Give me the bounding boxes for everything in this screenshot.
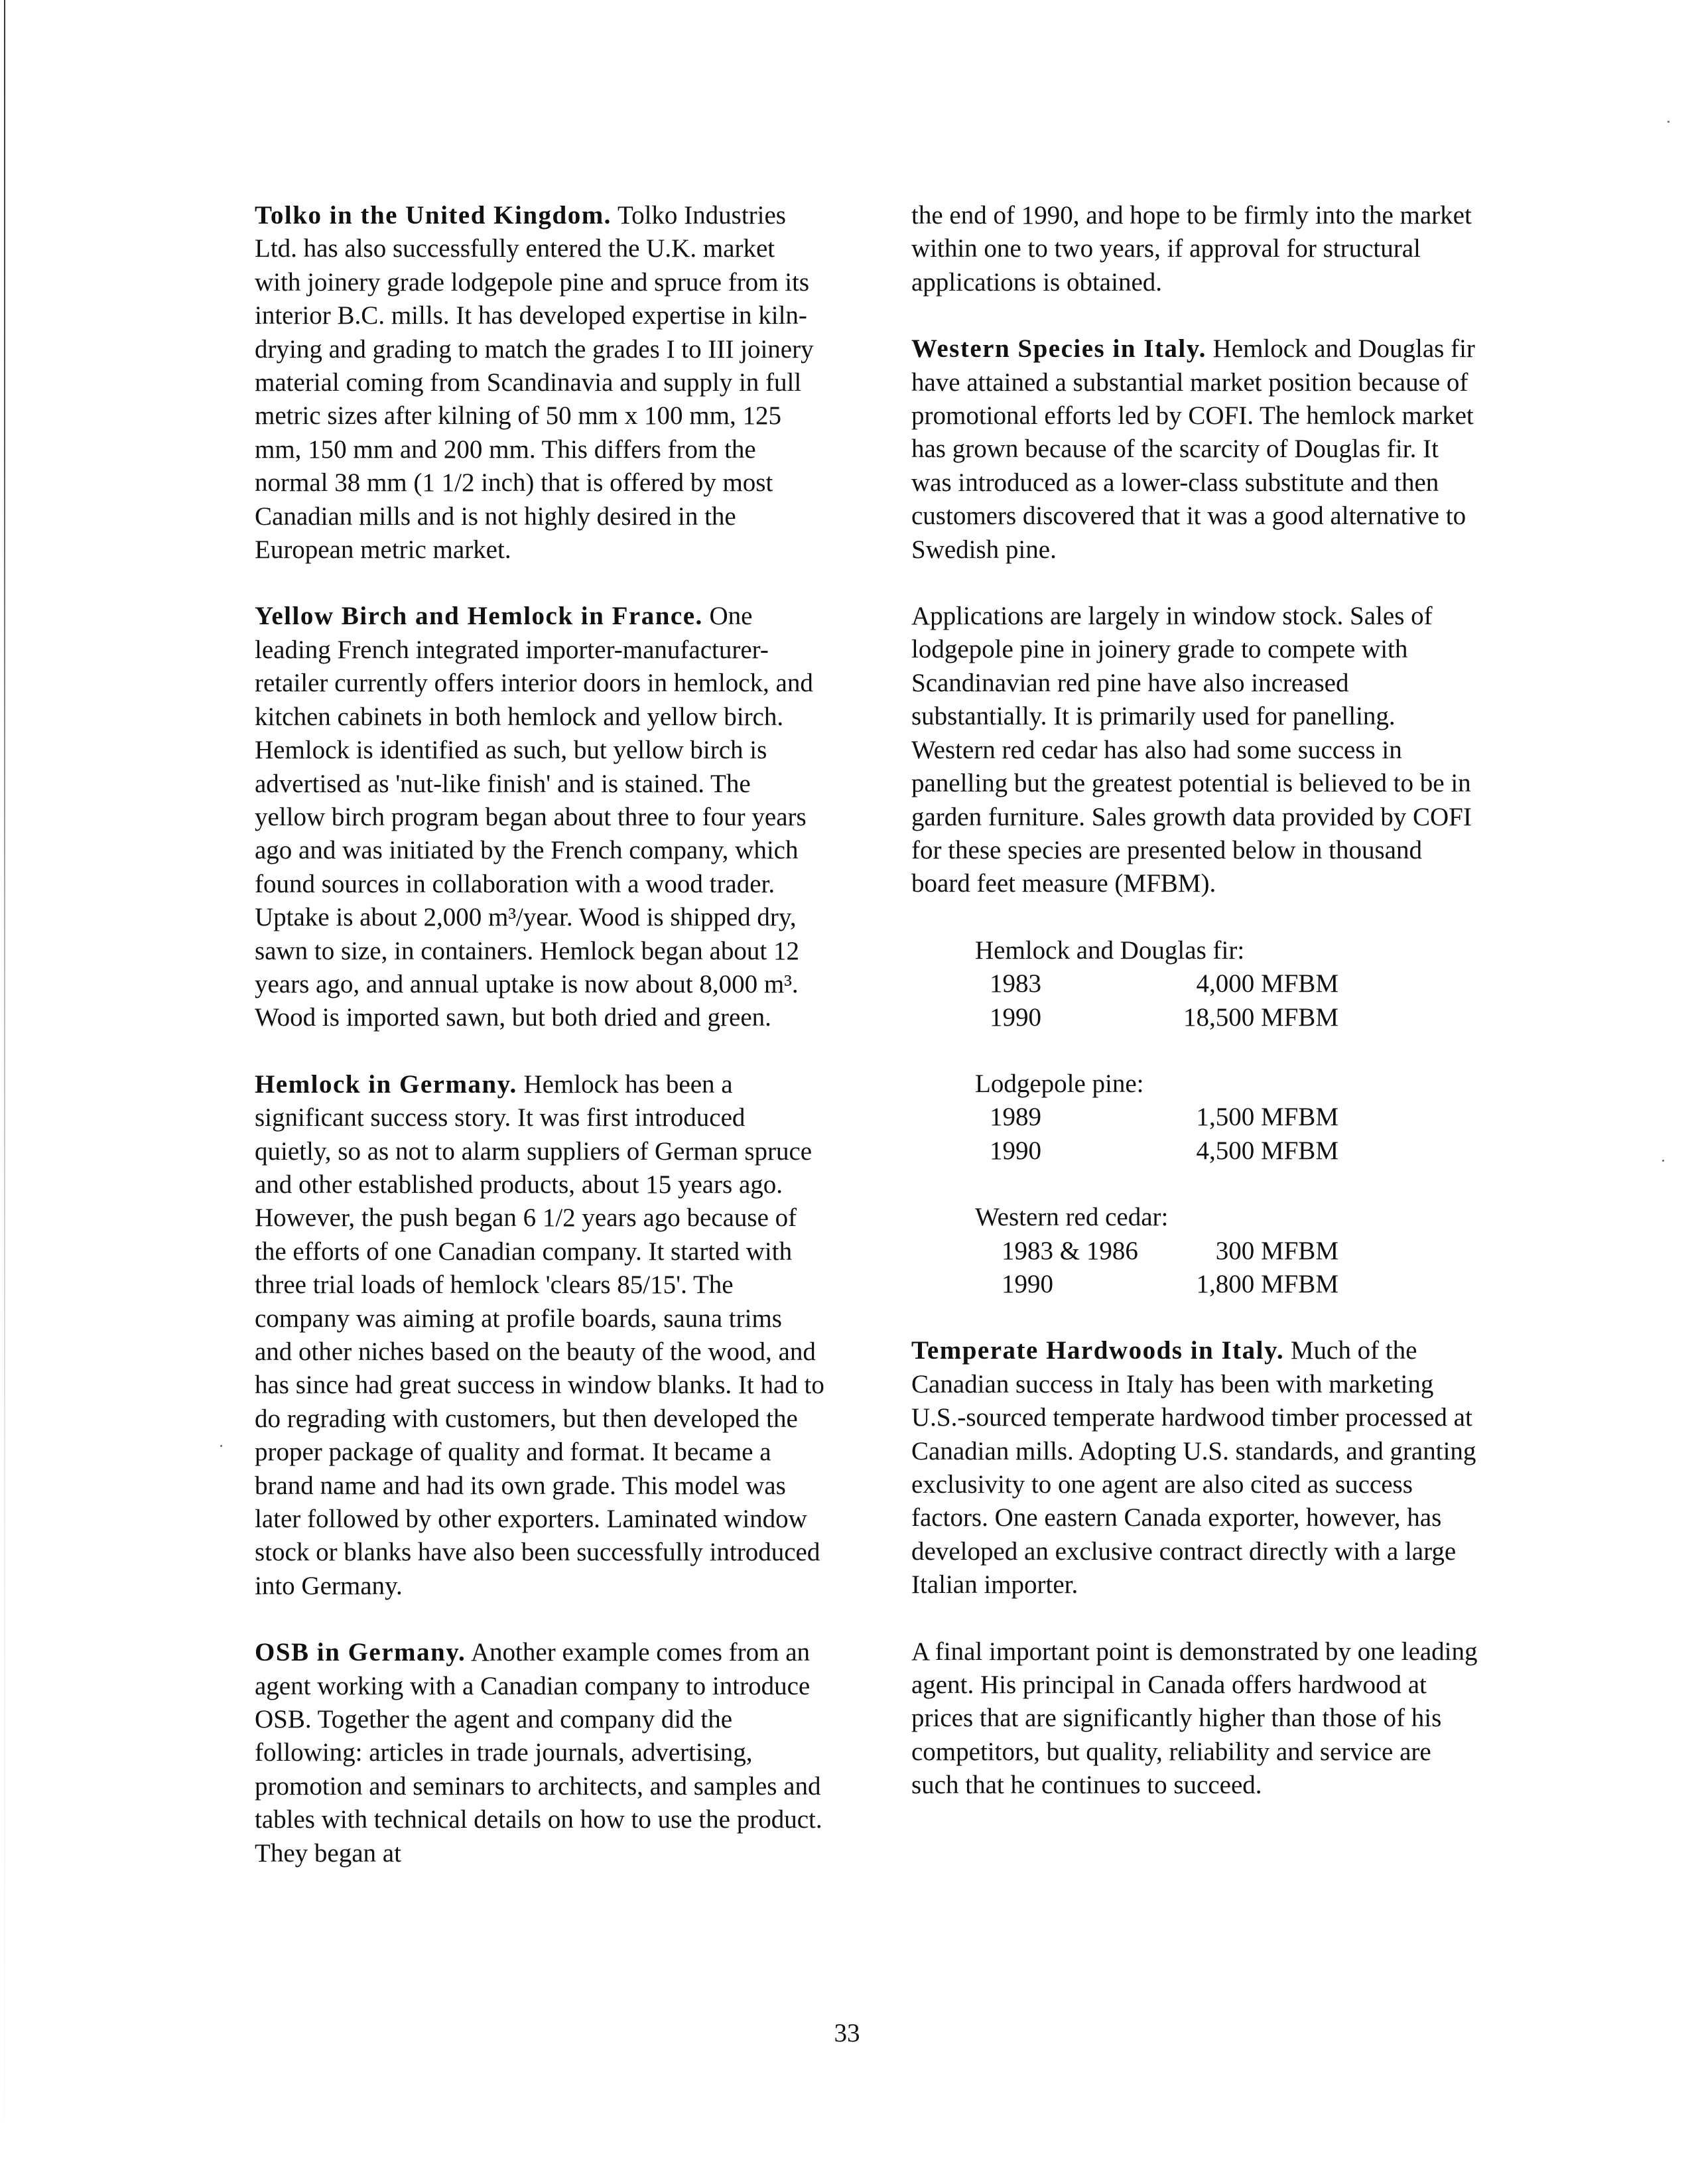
sales-year: 1983 & 1986 (1002, 1236, 1138, 1265)
section-heading: Tolko in the United Kingdom. (255, 201, 612, 230)
sales-year: 1983 (990, 969, 1041, 998)
sales-group-label: Lodgepole pine: (975, 1069, 1144, 1098)
sales-group-lodgepole-pine (975, 1067, 1482, 1168)
sales-group-western-red-cedar (975, 1201, 1482, 1301)
section-body: Another example comes from an agent working with a Canadian company to introduce OSB. Together the agent and company did the following: articles in trade journals, advertising, promotion and seminars to architects, and samples and tables with technical details on how to use the product. They began at (255, 1638, 822, 1868)
applications-paragraph: Applications are largely in window stock. Sales of lodgepole pine in joinery grade to compete with Scandinavian red pine have also increased substantially. It is primarily used for panelling. Western red cedar has also had some success in panelling but the greatest potential is believed to be in garden furniture. Sales growth data provided by COFI for these species are presented below in thousand board feet measure (MFBM). (911, 602, 1472, 898)
scan-edge-line (4, 0, 5, 2184)
sales-value: 1,500 MFBM (1196, 1103, 1338, 1132)
final-point-paragraph: A final important point is demonstrated by one leading agent. His principal in Canada offers hardwood at prices that are significantly higher than those of his competitors, but quality, reliability and service are such that he continues to succeed. (911, 1637, 1478, 1800)
sales-value: 18,500 MFBM (1183, 1002, 1338, 1032)
section-body: Hemlock and Douglas fir have attained a substantial market position because of promotional efforts led by COFI. The hemlock market has grown because of the scarcity of Douglas fir. It was introduced as a lower-class substitute and then customers discovered that it was a good alternative to Swedish pine. (911, 334, 1475, 564)
section-heading: Yellow Birch and Hemlock in France. (255, 602, 703, 631)
continuation-paragraph: the end of 1990, and hope to be firmly into the market within one to two years, if approval for structural applications is obtained. (911, 201, 1472, 297)
sales-year: 1989 (990, 1103, 1041, 1132)
sales-group-hemlock-douglas-fir (975, 934, 1482, 1034)
section-body: Hemlock has been a significant success story. It was first introduced quietly, so as not to alarm suppliers of German spruce and other established products, about 15 years ago. However, the push began 6 1/2 years ago because of the efforts of one Canadian company. It started with three trial loads of hemlock 'clears 85/15'. The company was aiming at profile boards, sauna trims and other niches based on the beauty of the wood, and has since had great success in window blanks. It had to do regrading with customers, but then developed the proper package of quality and format. It became a brand name and had its own grade. This model was later followed by other exporters. Laminated window stock or blanks have also been successfully introduced into Germany. (255, 1069, 824, 1600)
section-western-species-italy (911, 332, 1482, 567)
section-body: One leading French integrated importer-manufacturer-retailer currently offers interior doors in hemlock, and kitchen cabinets in both hemlock and yellow birch. Hemlock is identified as such, but yellow birch is advertised as 'nut-like finish' and is stained. The yellow birch program began about three to four years ago and was initiated by the French company, which found sources in collaboration with a wood trader. Uptake is about 2,000 m³/year. Wood is shipped dry, sawn to size, in containers. Hemlock began about 12 years ago, and annual uptake is now about 8,000 m³. Wood is imported sawn, but both dried and green. (255, 602, 813, 1032)
section-hemlock-germany (255, 1068, 825, 1604)
sales-value: 1,800 MFBM (1196, 1269, 1338, 1298)
right-column (911, 199, 1482, 1836)
sales-group-label: Western red cedar: (975, 1203, 1169, 1232)
sales-growth-data (975, 934, 1482, 1302)
section-tolko-uk (255, 199, 825, 567)
sales-row (975, 1268, 1482, 1301)
scan-speck (220, 1445, 222, 1447)
section-yellow-birch-france (255, 600, 825, 1034)
section-body: Tolko Industries Ltd. has also successfully entered the U.K. market with joinery grade lodgepole pine and spruce from its interior B.C. mills. It has developed expertise in kiln-drying and grading to match the grades I to III joinery material coming from Scandinavia and supply in full metric sizes after kilning of 50 mm x 100 mm, 125 mm, 150 mm and 200 mm. This differs from the normal 38 mm (1 1/2 inch) that is offered by most Canadian mills and is not highly desired in the European metric market. (255, 201, 814, 565)
page-number: 33 (834, 2019, 860, 2047)
section-heading: Temperate Hardwoods in Italy. (911, 1336, 1285, 1365)
sales-value: 4,500 MFBM (1196, 1136, 1338, 1165)
section-temperate-hardwoods-italy (911, 1334, 1482, 1602)
sales-year: 1990 (1002, 1269, 1053, 1298)
sales-row (975, 967, 1482, 1000)
left-column (255, 199, 825, 1903)
scan-speck (1667, 121, 1669, 123)
section-heading: Western Species in Italy. (911, 334, 1206, 364)
sales-row (975, 1001, 1482, 1034)
sales-value: 300 MFBM (1215, 1236, 1338, 1265)
section-heading: OSB in Germany. (255, 1638, 466, 1667)
sales-year: 1990 (990, 1136, 1041, 1165)
scan-speck (1662, 1160, 1664, 1162)
sales-row (975, 1235, 1482, 1268)
sales-value: 4,000 MFBM (1196, 969, 1338, 998)
sales-year: 1990 (990, 1002, 1041, 1032)
sales-group-label: Hemlock and Douglas fir: (975, 935, 1245, 965)
section-osb-germany (255, 1636, 825, 1870)
section-body: Much of the Canadian success in Italy has been with marketing U.S.-sourced temperate hardwood timber processed at Canadian mills. Adopting U.S. standards, and granting exclusivity to one agent are also cited as success factors. One eastern Canada exporter, however, has developed an exclusive contract directly with a large Italian importer. (911, 1336, 1476, 1600)
sales-row (975, 1134, 1482, 1168)
section-heading: Hemlock in Germany. (255, 1069, 517, 1099)
sales-row (975, 1101, 1482, 1134)
